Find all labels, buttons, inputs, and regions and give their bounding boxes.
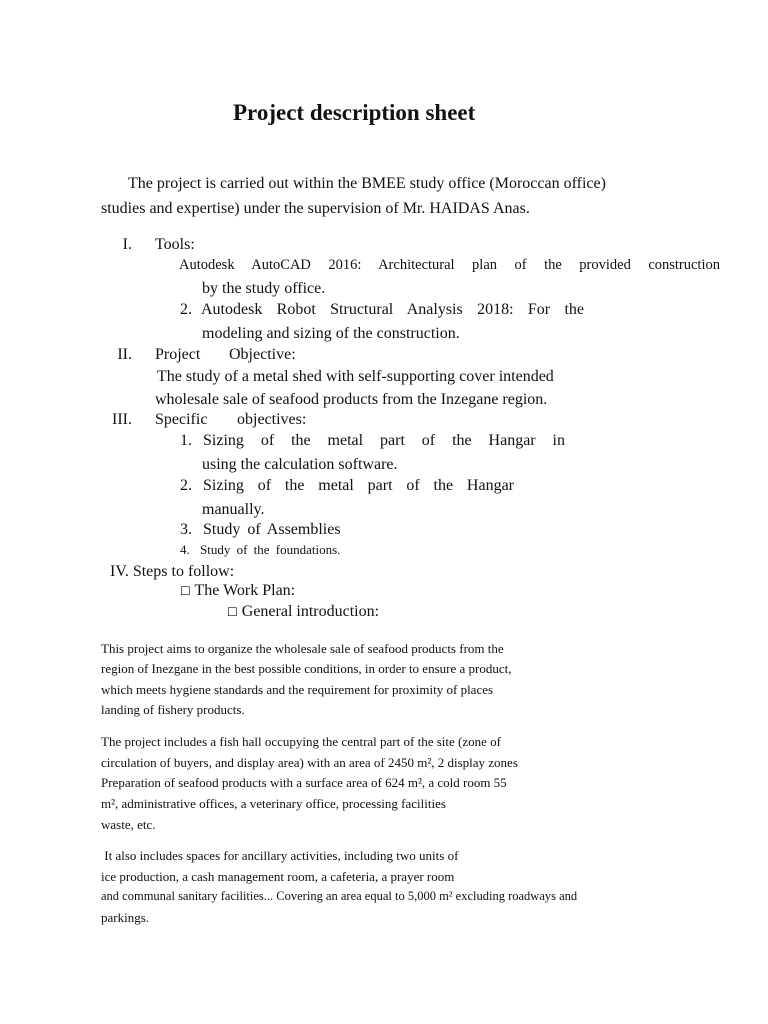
checkbox-icon: ☐: [180, 584, 191, 598]
section-number-objective: II.: [117, 346, 132, 363]
specific-item-1-line-2: using the calculation software.: [202, 456, 398, 473]
tools-item-2-number: 2.: [180, 301, 192, 318]
specific-item-1-line-1: [203, 433, 565, 449]
tools-item-2-line-1: [201, 302, 584, 318]
specific-item-2-line-2: manually.: [202, 501, 265, 518]
tools-item-1-text: Autodesk AutoCAD 2016: Architectural plan of the provided construction: [179, 257, 720, 273]
tools-item-1-line-2: by the study office.: [202, 280, 326, 297]
paragraph-2-line-2: circulation of buyers, and display area) with an area of 2450 m², 2 display zones: [101, 755, 518, 770]
section-heading-objective-a: Project: [155, 346, 201, 363]
specific-item-1-number: 1.: [180, 432, 192, 449]
specific-item-3-number: 3.: [180, 521, 192, 538]
paragraph-2-line-5: waste, etc.: [101, 817, 156, 832]
specific-item-2-line-1: [203, 478, 514, 494]
section-heading-steps: IV. Steps to follow:: [110, 563, 235, 580]
section-heading-tools: Tools:: [155, 236, 195, 253]
section-number-tools: I.: [122, 236, 132, 253]
specific-item-4-line-1: Study of the foundations.: [200, 542, 341, 557]
objective-line-1: The study of a metal shed with self-supporting cover intended: [157, 368, 554, 385]
paragraph-1-line-2: region of Inezgane in the best possible conditions, in order to ensure a product,: [101, 661, 512, 676]
paragraph-2-line-3: Preparation of seafood products with a surface area of 624 m², a cold room 55: [101, 775, 507, 790]
section-heading-specific-a: Specific: [155, 411, 208, 428]
steps-sub-1-text: The Work Plan:: [194, 582, 296, 599]
paragraph-3-line-1: It also includes spaces for ancillary activities, including two units of: [101, 848, 459, 863]
paragraph-2-line-1: The project includes a fish hall occupying the central part of the site (zone of: [101, 734, 501, 749]
tools-item-1-line-1: [179, 258, 720, 273]
paragraph-2-line-4: m², administrative offices, a veterinary office, processing facilities: [101, 796, 446, 811]
specific-item-2-number: 2.: [180, 477, 192, 494]
steps-sub-1: [180, 583, 295, 599]
page-title: Project description sheet: [233, 100, 476, 125]
intro-line-1: The project is carried out within the BMEE study office (Moroccan office): [128, 175, 606, 192]
paragraph-3-line-3: and communal sanitary facilities... Covering an area equal to 5,000 m² excluding roadways and: [101, 889, 578, 903]
specific-item-4-number: 4.: [180, 542, 190, 557]
checkbox-icon: ☐: [227, 605, 238, 619]
section-heading-objective-b: Objective:: [229, 346, 296, 363]
tools-item-2-line-2: modeling and sizing of the construction.: [202, 325, 460, 342]
paragraph-1-line-3: which meets hygiene standards and the requirement for proximity of places: [101, 682, 494, 697]
section-number-specific: III.: [112, 411, 132, 428]
intro-line-2: studies and expertise) under the supervision of Mr. HAIDAS Anas.: [101, 200, 530, 217]
paragraph-1-line-1: This project aims to organize the wholesale sale of seafood products from the: [101, 641, 504, 656]
specific-item-1-text: Sizing of the metal part of the Hangar in: [203, 432, 565, 449]
tools-item-2-text: Autodesk Robot Structural Analysis 2018: For the: [201, 301, 584, 318]
section-heading-specific-b: objectives:: [237, 411, 307, 428]
specific-item-3-line-1: Study of Assemblies: [203, 521, 341, 538]
paragraph-1-line-4: landing of fishery products.: [101, 702, 245, 717]
paragraph-3-line-4: parkings.: [101, 910, 150, 925]
paragraph-3-line-2: ice production, a cash management room, a cafeteria, a prayer room: [101, 869, 455, 884]
steps-sub-2: [227, 604, 379, 620]
objective-line-2: wholesale sale of seafood products from the Inzegane region.: [155, 391, 548, 408]
steps-sub-2-text: General introduction:: [241, 603, 380, 620]
specific-item-2-text: Sizing of the metal part of the Hangar: [203, 477, 514, 494]
